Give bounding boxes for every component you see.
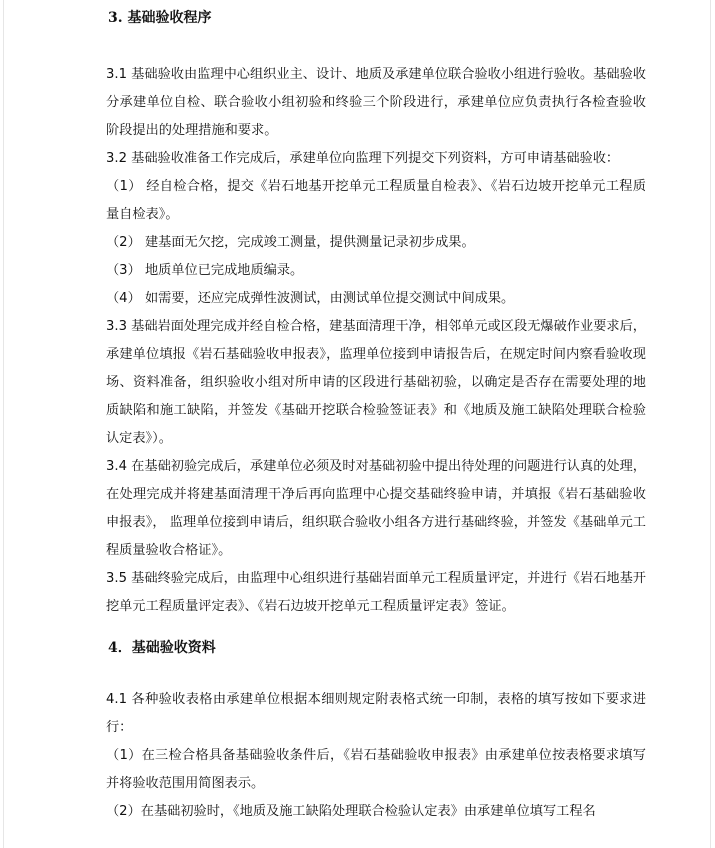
list-item-3-2-4: （4） 如需要，还应完成弹性波测试，由测试单位提交测试中间成果。 [106, 291, 515, 306]
list-item-3-2-1: （1） 经自检合格，提交《岩石地基开挖单元工程质量自检表》、《岩石边坡开挖单元工程质量自检表》。 [106, 179, 646, 222]
section-3-heading: 3. 基础验收程序 [108, 10, 212, 26]
paragraph-3-4: 3.4 在基础初验完成后，承建单位必须及时对基础初验中提出待处理的问题进行认真的处理，在处理完成并将建基面清理干净后再向监理中心提交基础终验申请，并填报《岩石基础验收申报表》， 监理单位接到申请后，组织联合验收小组各方进行基础终验，并签发《基础单元工程质量验收合格证》。 [106, 459, 646, 558]
list-item-4-1-2: （2）在基础初验时，《地质及施工缺陷处理联合检验认定表》由承建单位填写工程名 [106, 804, 596, 819]
page-left-edge [3, 0, 4, 848]
list-item-3-2-3: （3） 地质单位已完成地质编录。 [106, 263, 304, 278]
paragraph-4-1: 4.1 各种验收表格由承建单位根据本细则规定附表格式统一印制，表格的填写按如下要求进行： [106, 692, 646, 735]
paragraph-3-2: 3.2 基础验收准备工作完成后，承建单位向监理下列提交下列资料，方可申请基础验收： [106, 151, 620, 166]
list-item-4-1-1: （1）在三检合格具备基础验收条件后，《岩石基础验收申报表》由承建单位按表格要求填写并将验收范围用简图表示。 [106, 748, 646, 791]
page-right-edge [710, 0, 711, 848]
list-item-3-2-2: （2） 建基面无欠挖，完成竣工测量，提供测量记录初步成果。 [106, 235, 475, 250]
section-4-heading: 4．基础验收资料 [108, 640, 216, 656]
document-content [106, 7, 646, 826]
paragraph-3-5: 3.5 基础终验完成后，由监理中心组织进行基础岩面单元工程质量评定，并进行《岩石地基开挖单元工程质量评定表》、《岩石边坡开挖单元工程质量评定表》签证。 [106, 571, 646, 614]
paragraph-3-1: 3.1 基础验收由监理中心组织业主、设计、地质及承建单位联合验收小组进行验收。基础验收分承建单位自检、联合验收小组初验和终验三个阶段进行，承建单位应负责执行各检查验收阶段提出的处理措施和要求。 [106, 67, 646, 138]
paragraph-3-3: 3.3 基础岩面处理完成并经自检合格，建基面清理干净，相邻单元或区段无爆破作业要求后，承建单位填报《岩石基础验收申报表》，监理单位接到申请报告后，在规定时间内察看验收现场、资料准备，组织验收小组对所申请的区段进行基础初验，以确定是否存在需要处理的地质缺陷和施工缺陷，并签发《基础开挖联合检验签证表》和《地质及施工缺陷处理联合检验认定表》）。 [106, 319, 646, 446]
